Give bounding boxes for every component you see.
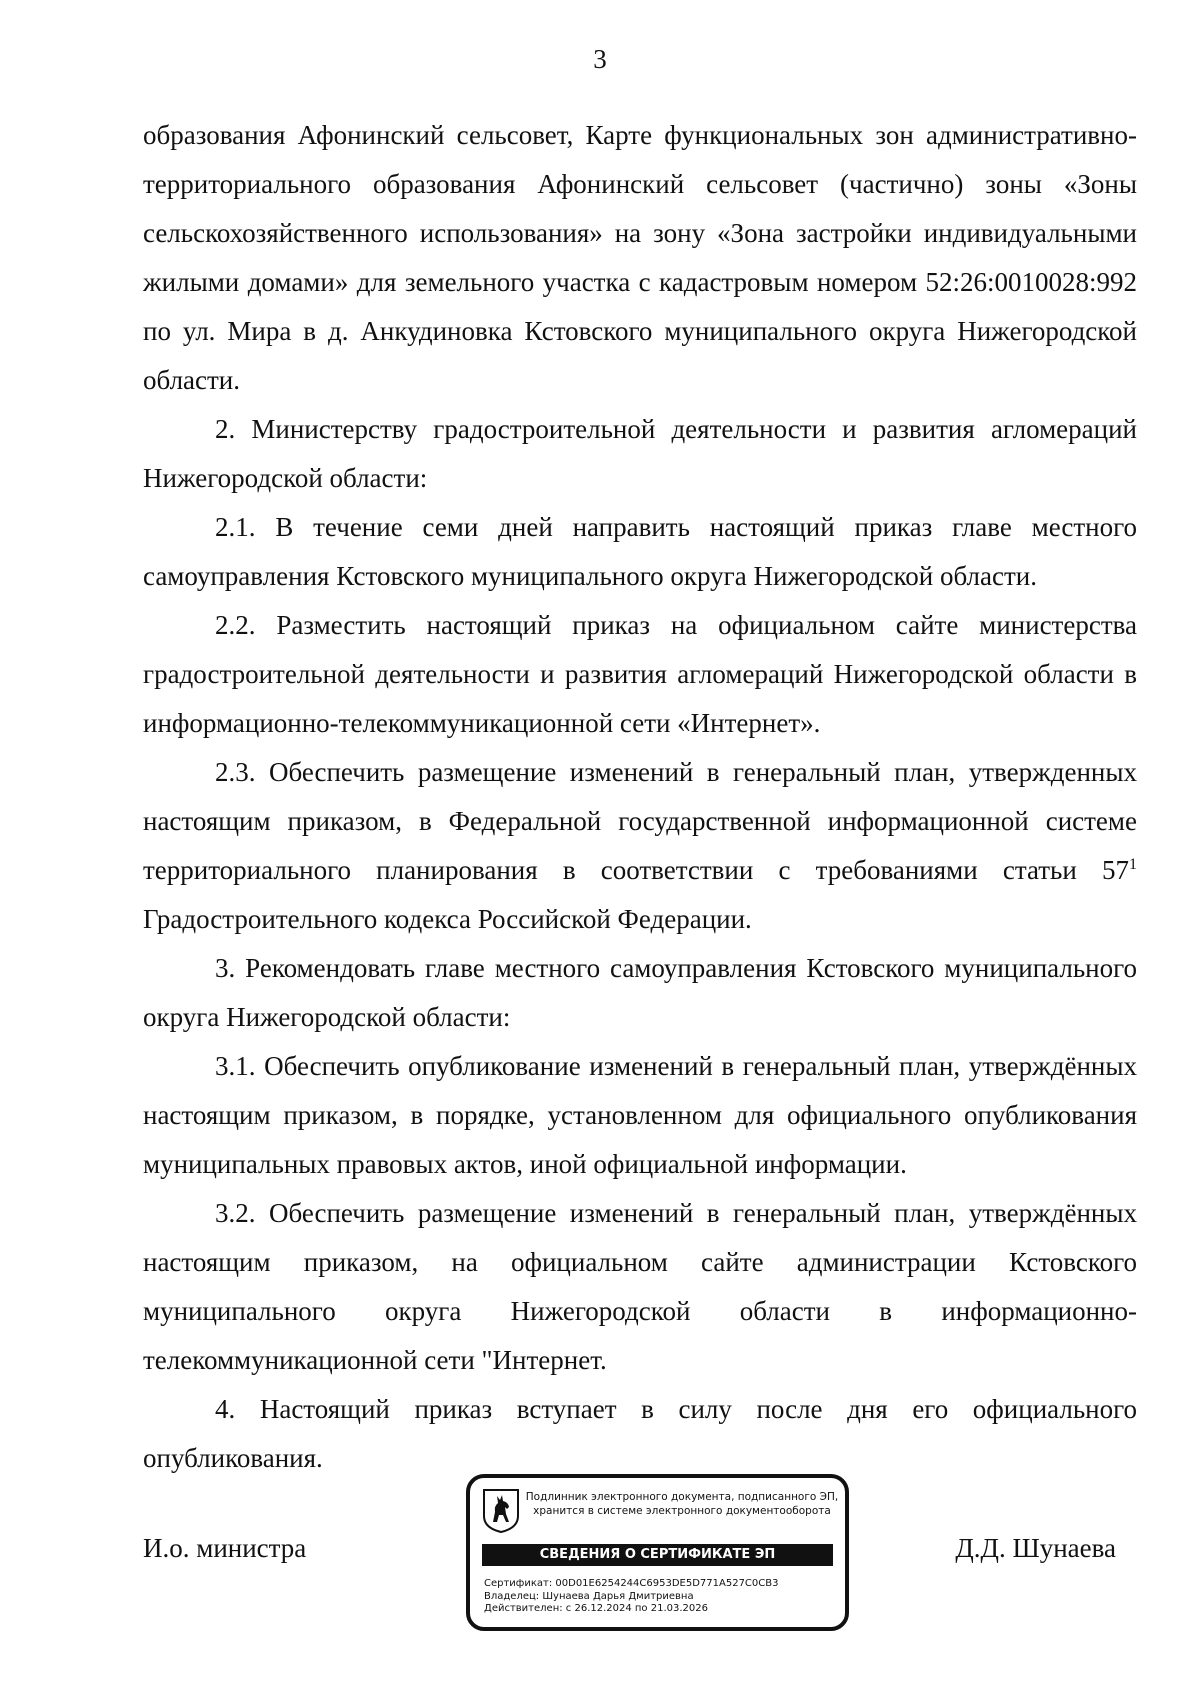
stamp-origin-line-1: Подлинник электронного документа, подписанного ЭП, bbox=[525, 1491, 839, 1503]
paragraph-item-4: 4. Настоящий приказ вступает в силу после дня его официального опубликования. bbox=[143, 1394, 1137, 1473]
electronic-signature-stamp bbox=[466, 1474, 849, 1631]
paragraph-item-2-2: 2.2. Разместить настоящий приказ на официальном сайте министерства градостроительной деятельности и развития агломераций Нижегородской области в информационно-телекоммуникационной сети «Интернет». bbox=[143, 610, 1137, 738]
paragraph-item-2: 2. Министерству градостроительной деятельности и развития агломераций Нижегородской области: bbox=[143, 414, 1137, 493]
paragraph-item-3-1: 3.1. Обеспечить опубликование изменений в генеральный план, утверждённых настоящим приказом, в порядке, установленном для официального опубликования муниципальных правовых актов, иной официальной информации. bbox=[143, 1051, 1137, 1179]
paragraph-item-3: 3. Рекомендовать главе местного самоуправления Кстовского муниципального округа Нижегородской области: bbox=[143, 953, 1137, 1032]
stamp-origin-text bbox=[522, 1490, 842, 1518]
stamp-origin-line-2: хранится в системе электронного документооборота bbox=[533, 1505, 831, 1517]
paragraph-item-3-2: 3.2. Обеспечить размещение изменений в генеральный план, утверждённых настоящим приказом, на официальном сайте администрации Кстовского муниципального округа Нижегородской области в информационно-телекоммуникационной сети "Интернет. bbox=[143, 1198, 1137, 1375]
paragraph-item-2-3-tail: Градостроительного кодекса Российской Федерации. bbox=[143, 904, 752, 934]
coat-of-arms-icon bbox=[482, 1488, 520, 1534]
certificate-details bbox=[484, 1578, 844, 1616]
certificate-number: Сертификат: 00D01E6254244C6953DE5D771A527C0CB3 bbox=[484, 1578, 779, 1589]
page-number: 3 bbox=[593, 44, 607, 74]
certificate-validity: Действителен: с 26.12.2024 по 21.03.2026 bbox=[484, 1603, 708, 1614]
paragraph-item-2-3-text: 2.3. Обеспечить размещение изменений в генеральный план, утвержденных настоящим приказом, в Федеральной государственной информационной системе территориального планирования в соответствии с требованиями статьи 57 bbox=[143, 757, 1137, 885]
paragraph-continuation: образования Афонинский сельсовет, Карте функциональных зон административно-территориального образования Афонинский сельсовет (частично) зоны «Зоны сельскохозяйственного использования» на зону «Зона застройки индивидуальными жилыми домами» для земельного участка с кадастровым номером 52:26:0010028:992 по ул. Мира в д. Анкудиновка Кстовского муниципального округа Нижегородской области. bbox=[143, 120, 1137, 395]
signatory-name: Д.Д. Шунаева bbox=[955, 1533, 1116, 1563]
certificate-owner: Владелец: Шунаева Дарья Дмитриевна bbox=[484, 1590, 694, 1602]
article-superscript: 1 bbox=[1129, 856, 1137, 873]
stamp-header: СВЕДЕНИЯ О СЕРТИФИКАТЕ ЭП bbox=[482, 1544, 833, 1566]
paragraph-item-2-1: 2.1. В течение семи дней направить настоящий приказ главе местного самоуправления Кстовского муниципального округа Нижегородской области. bbox=[143, 512, 1137, 591]
signatory-position: И.о. министра bbox=[143, 1533, 307, 1563]
paragraph-item-2-3 bbox=[143, 748, 1137, 944]
document-body bbox=[143, 111, 1137, 1483]
